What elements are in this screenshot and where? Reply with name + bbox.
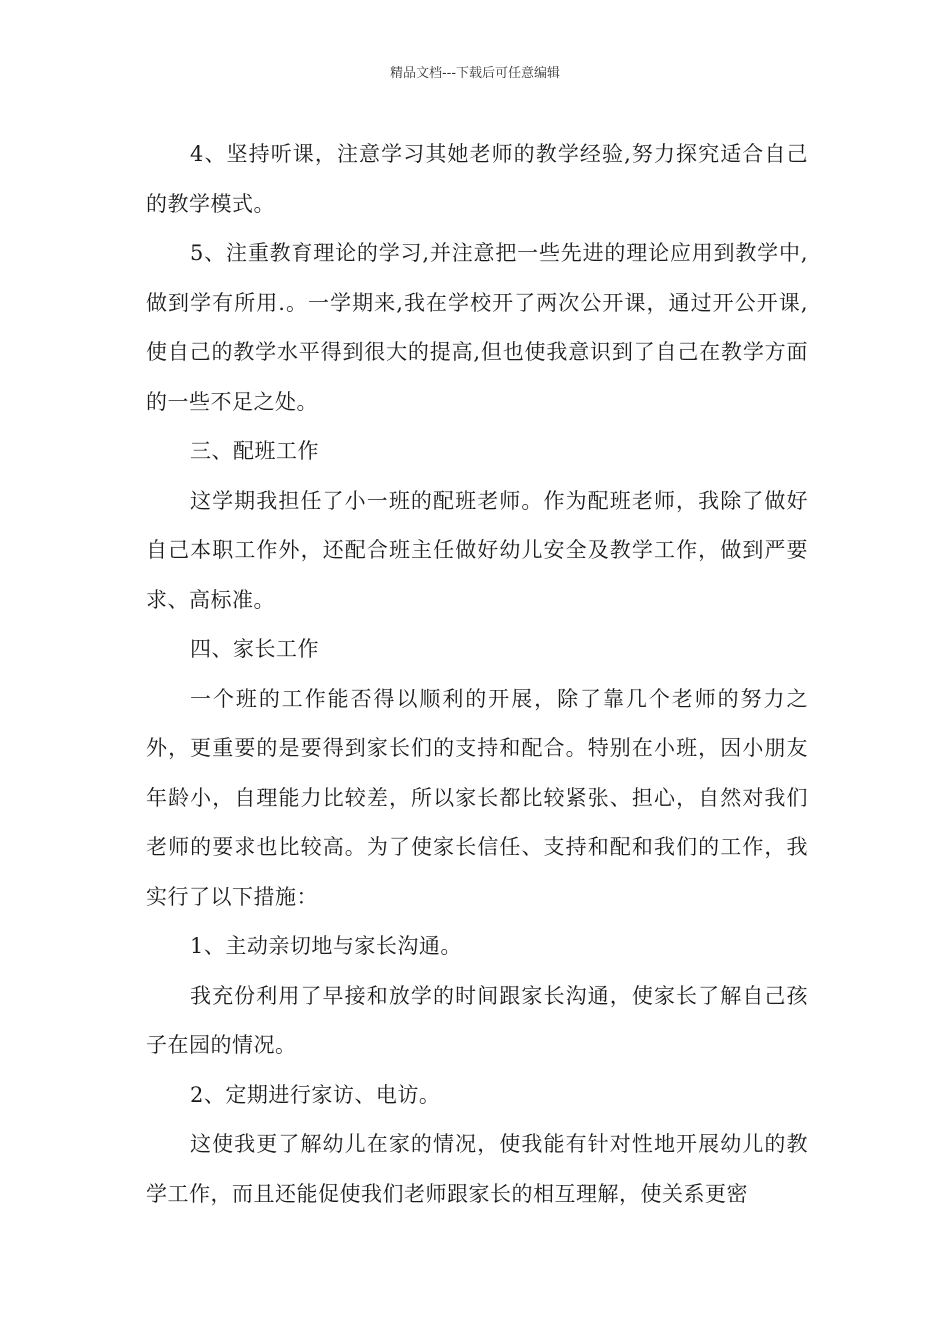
paragraph-item-4: 4、坚持听课，注意学习其她老师的教学经验,努力探究适合自己的教学模式。 <box>146 142 808 216</box>
section-heading-4: 四、家长工作 <box>190 637 319 661</box>
paragraph-communication: 我充份利用了早接和放学的时间跟家长沟通，使家长了解自己孩子在园的情况。 <box>146 983 808 1057</box>
measure-item-1: 1、主动亲切地与家长沟通。 <box>190 934 462 958</box>
paragraph-home-visit: 这使我更了解幼儿在家的情况，使我能有针对性地开展幼儿的教学工作，而且还能促使我们老师跟家长的相互理解，使关系更密 <box>146 1132 808 1206</box>
measure-item-2: 2、定期进行家访、电访。 <box>190 1082 441 1107</box>
section-heading-3: 三、配班工作 <box>190 439 319 463</box>
page-header: 精品文档---下载后可任意编辑 <box>389 66 561 81</box>
paragraph-class-work: 这学期我担任了小一班的配班老师。作为配班老师，我除了做好自己本职工作外，还配合班主任做好幼儿安全及教学工作，做到严要求、高标准。 <box>146 488 808 612</box>
paragraph-item-5: 5、注重教育理论的学习,并注意把一些先进的理论应用到教学中,做到学有所用.。一学期来,我在学校开了两次公开课，通过开公开课,使自己的教学水平得到很大的提高,但也使我意识到了自己在教学方面的一些不足之处。 <box>146 241 808 414</box>
document-body <box>146 130 808 1219</box>
paragraph-parent-work: 一个班的工作能否得以顺利的开展，除了靠几个老师的努力之外，更重要的是要得到家长们的支持和配合。特别在小班，因小朋友年龄小，自理能力比较差，所以家长都比较紧张、担心，自然对我们老师的要求也比较高。为了使家长信任、支持和配和我们的工作，我实行了以下措施： <box>146 686 808 909</box>
